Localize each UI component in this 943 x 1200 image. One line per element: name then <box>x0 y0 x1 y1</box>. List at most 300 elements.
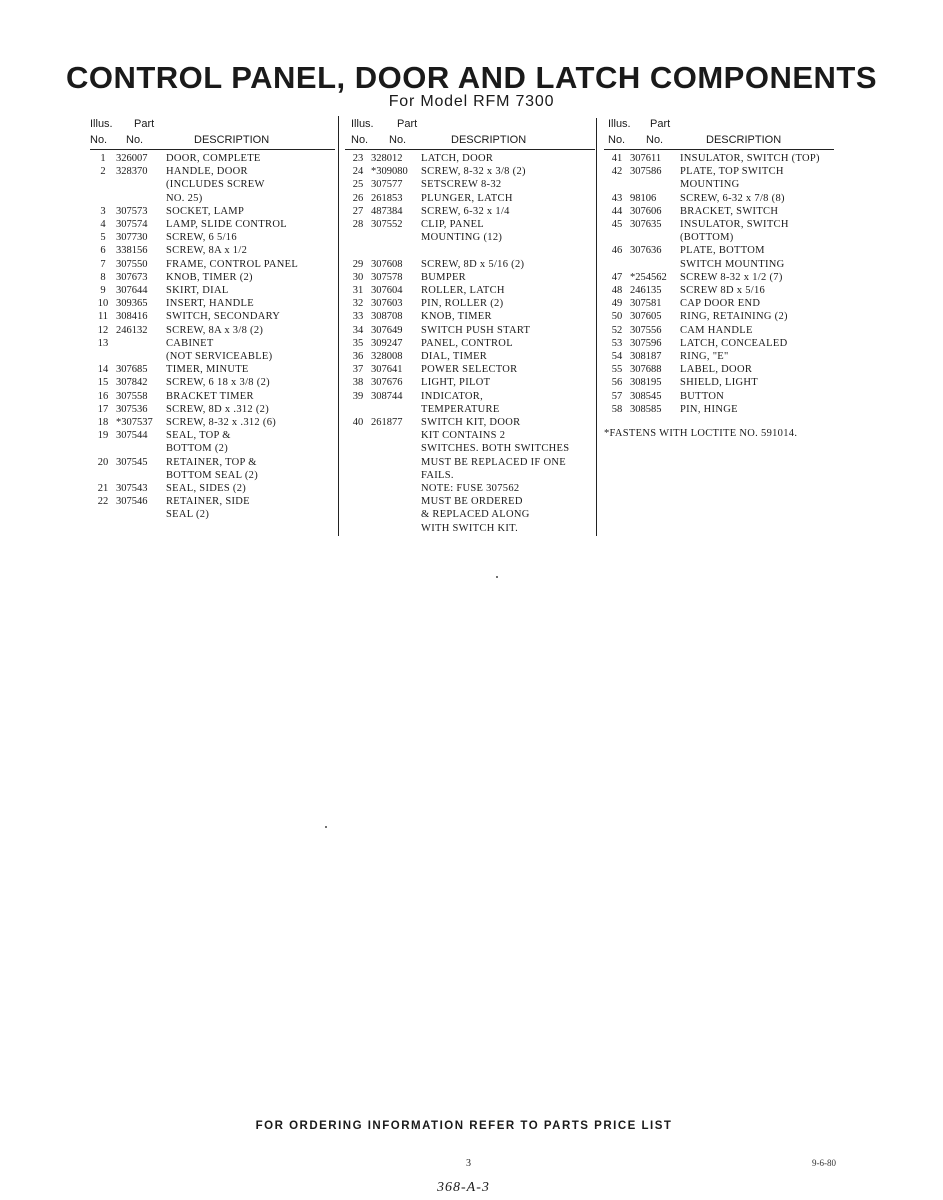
part-description: PLATE, TOP SWITCH <box>680 166 784 178</box>
illus-number: 21 <box>97 483 109 495</box>
illus-number <box>604 178 630 191</box>
part-number: 308187 <box>630 351 662 363</box>
part-row <box>604 390 834 403</box>
part-row <box>345 363 595 376</box>
illus-number: 39 <box>352 390 364 402</box>
part-description: SKIRT, DIAL <box>166 285 229 297</box>
illus-number: 56 <box>611 377 623 389</box>
part-row <box>90 403 335 416</box>
part-description: WITH SWITCH KIT. <box>421 522 519 534</box>
model-subtitle: For Model RFM 7300 <box>388 93 555 110</box>
part-row <box>90 442 335 455</box>
part-description: PLUNGER, LATCH <box>421 192 513 204</box>
part-row <box>604 284 834 297</box>
part-row <box>90 429 335 442</box>
part-row <box>604 258 834 271</box>
part-number: 307730 <box>116 232 148 244</box>
part-number: 307604 <box>371 285 403 297</box>
illus-number: 54 <box>611 351 623 363</box>
part-number: 307641 <box>371 364 403 376</box>
part-description: (BOTTOM) <box>680 232 734 244</box>
illus-number: 43 <box>611 192 623 204</box>
part-number: 307552 <box>371 219 403 231</box>
part-description: SWITCH MOUNTING <box>680 258 785 270</box>
part-description: TEMPERATURE <box>421 403 500 415</box>
part-number <box>371 429 421 442</box>
part-row <box>604 297 834 310</box>
part-row <box>90 495 335 508</box>
part-number: 307545 <box>116 456 148 468</box>
part-description: BOTTOM SEAL (2) <box>166 469 258 481</box>
part-number: 308195 <box>630 377 662 389</box>
part-row <box>604 152 834 165</box>
part-number <box>630 231 680 244</box>
illus-number: 19 <box>97 430 109 442</box>
header-rule <box>345 149 595 150</box>
part-number <box>371 508 421 521</box>
part-row <box>604 192 834 205</box>
loctite-footnote: *FASTENS WITH LOCTITE NO. 591014. <box>604 428 798 440</box>
part-description: MUST BE REPLACED IF ONE <box>421 456 566 468</box>
part-description: PLATE, BOTTOM <box>680 245 765 257</box>
part-number <box>116 442 166 455</box>
part-row <box>90 271 335 284</box>
illus-label: Illus. <box>90 118 113 130</box>
part-row <box>90 244 335 257</box>
illus-no-label: No. <box>90 134 108 146</box>
part-label: Part <box>650 118 671 130</box>
part-description: ROLLER, LATCH <box>421 285 505 297</box>
part-description: SCREW, 6-32 x 7/8 (8) <box>680 192 785 204</box>
part-number: 308708 <box>371 311 403 323</box>
part-row <box>90 390 335 403</box>
illus-number: 7 <box>100 258 106 270</box>
parts-list <box>604 152 834 416</box>
part-description: SEAL, TOP & <box>166 430 231 442</box>
part-row <box>345 310 595 323</box>
illus-number: 49 <box>611 298 623 310</box>
part-no-label: No. <box>126 134 144 146</box>
part-number: 307550 <box>116 258 148 270</box>
part-row <box>90 416 335 429</box>
parts-column-1 <box>90 118 335 522</box>
part-number <box>116 337 166 350</box>
part-description: FRAME, CONTROL PANEL <box>166 258 299 270</box>
description-label: DESCRIPTION <box>706 134 782 146</box>
part-number: 328370 <box>116 166 148 178</box>
scan-speck <box>325 826 327 828</box>
part-description: FAILS. <box>421 469 454 481</box>
illus-number: 13 <box>97 337 109 349</box>
illus-number: 44 <box>611 205 623 217</box>
part-description: LAMP, SLIDE CONTROL <box>166 219 287 231</box>
part-row <box>345 324 595 337</box>
illus-number: 55 <box>611 364 623 376</box>
illus-number: 11 <box>97 311 109 323</box>
part-number: 307636 <box>630 245 662 257</box>
part-row <box>90 376 335 389</box>
part-row <box>345 403 595 416</box>
illus-number <box>604 258 630 271</box>
part-description: NO. 25) <box>166 192 203 204</box>
part-row <box>90 284 335 297</box>
part-description: (INCLUDES SCREW <box>166 179 265 191</box>
part-number: 308744 <box>371 390 403 402</box>
part-row <box>345 284 595 297</box>
illus-number: 8 <box>100 271 106 283</box>
part-number <box>371 495 421 508</box>
part-description: SWITCH, SECONDARY <box>166 311 281 323</box>
part-row <box>604 337 834 350</box>
part-description: SWITCHES. BOTH SWITCHES <box>421 443 570 455</box>
part-description: NOTE: FUSE 307562 <box>421 483 520 495</box>
part-row <box>90 324 335 337</box>
part-number: 307578 <box>371 271 403 283</box>
part-number <box>371 403 421 416</box>
part-description: LATCH, CONCEALED <box>680 337 788 349</box>
illus-number: 28 <box>352 219 364 231</box>
illus-number: 40 <box>352 417 364 429</box>
part-row <box>604 205 834 218</box>
illus-number <box>345 429 371 442</box>
part-description: MOUNTING (12) <box>421 232 503 244</box>
part-row <box>90 350 335 363</box>
part-description: SHIELD, LIGHT <box>680 377 758 389</box>
illus-number: 57 <box>611 390 623 402</box>
illus-number: 37 <box>352 364 364 376</box>
part-description: & REPLACED ALONG <box>421 509 530 521</box>
illus-label: Illus. <box>351 118 374 130</box>
part-row <box>345 522 595 535</box>
part-row <box>345 482 595 495</box>
column-header <box>604 118 834 152</box>
part-number: 307611 <box>630 153 662 164</box>
part-row <box>345 297 595 310</box>
column-header <box>345 118 595 152</box>
part-number <box>371 456 421 469</box>
illus-number <box>345 522 371 535</box>
part-description: LIGHT, PILOT <box>421 377 491 389</box>
part-row <box>604 376 834 389</box>
description-label: DESCRIPTION <box>451 134 527 146</box>
part-description: BOTTOM (2) <box>166 443 229 455</box>
page-title: CONTROL PANEL, DOOR AND LATCH COMPONENTS <box>65 60 878 95</box>
part-row <box>345 205 595 218</box>
part-number: 307543 <box>116 483 148 495</box>
part-row <box>345 429 595 442</box>
illus-number: 33 <box>352 311 364 323</box>
part-number <box>116 508 166 521</box>
part-number <box>116 350 166 363</box>
part-number: 307649 <box>371 324 403 336</box>
part-description: SCREW 8D x 5/16 <box>680 285 766 297</box>
illus-number: 2 <box>100 166 106 178</box>
part-number: 307673 <box>116 271 148 283</box>
part-row <box>345 442 595 455</box>
part-description: CLIP, PANEL <box>421 219 485 231</box>
part-row <box>604 350 834 363</box>
part-number: 338156 <box>116 245 148 257</box>
part-number: 307573 <box>116 205 148 217</box>
ordering-info: FOR ORDERING INFORMATION REFER TO PARTS PRICE LIST <box>255 1120 673 1132</box>
part-number: 308585 <box>630 403 662 415</box>
part-row <box>90 482 335 495</box>
illus-number <box>345 442 371 455</box>
part-description: RING, "E" <box>680 351 729 363</box>
part-number: 307586 <box>630 166 662 178</box>
part-description: INSERT, HANDLE <box>166 298 254 310</box>
part-description: CABINET <box>166 337 214 349</box>
part-number: 307605 <box>630 311 662 323</box>
part-description: SEAL (2) <box>166 509 210 521</box>
part-row <box>604 363 834 376</box>
part-number: 307581 <box>630 298 662 310</box>
part-description: RETAINER, TOP & <box>166 456 257 468</box>
illus-number <box>345 469 371 482</box>
part-number: 487384 <box>371 205 403 217</box>
illus-number: 14 <box>97 364 109 376</box>
part-description: BUMPER <box>421 271 466 283</box>
part-no-label: No. <box>389 134 407 146</box>
illus-number: 27 <box>352 205 364 217</box>
part-description: KIT CONTAINS 2 <box>421 430 506 442</box>
part-number: 307544 <box>116 430 148 442</box>
illus-number <box>90 442 116 455</box>
illus-number: 50 <box>611 311 623 323</box>
part-number: 307596 <box>630 337 662 349</box>
illus-number: 41 <box>611 153 623 164</box>
description-label: DESCRIPTION <box>194 134 270 146</box>
part-number: 328012 <box>371 153 403 164</box>
part-row <box>345 258 595 271</box>
part-number <box>371 231 421 244</box>
part-row <box>345 416 595 429</box>
part-row <box>90 258 335 271</box>
part-description: SCREW, 8D x .312 (2) <box>166 403 270 415</box>
part-row <box>90 205 335 218</box>
illus-number <box>345 508 371 521</box>
part-number <box>116 469 166 482</box>
part-row <box>345 192 595 205</box>
illus-no-label: No. <box>608 134 626 146</box>
part-description: SEAL, SIDES (2) <box>166 483 247 495</box>
part-row <box>90 231 335 244</box>
part-number: 307608 <box>371 258 403 270</box>
part-description: LABEL, DOOR <box>680 364 753 376</box>
part-number <box>116 192 166 205</box>
part-description: BRACKET, SWITCH <box>680 205 779 217</box>
part-label: Part <box>397 118 418 130</box>
part-description: TIMER, MINUTE <box>166 364 249 376</box>
row-spacer <box>345 244 595 257</box>
illus-number: 47 <box>611 271 623 283</box>
part-row <box>604 165 834 178</box>
illus-number: 48 <box>611 285 623 297</box>
part-description: SWITCH KIT, DOOR <box>421 417 521 429</box>
part-description: PANEL, CONTROL <box>421 337 513 349</box>
part-row <box>90 469 335 482</box>
part-row <box>604 310 834 323</box>
document-code: 9-6-80 <box>812 1158 836 1168</box>
part-row <box>345 350 595 363</box>
part-number: 309365 <box>116 298 148 310</box>
part-row <box>345 456 595 469</box>
illus-number: 15 <box>97 377 109 389</box>
illus-label: Illus. <box>608 118 631 130</box>
part-number: 98106 <box>630 192 657 204</box>
illus-number <box>345 403 371 416</box>
part-number: 261853 <box>371 192 403 204</box>
part-number: 307644 <box>116 285 148 297</box>
part-description: SCREW, 6 18 x 3/8 (2) <box>166 377 270 389</box>
parts-list <box>345 152 595 535</box>
part-row <box>90 152 335 165</box>
part-row <box>345 271 595 284</box>
illus-number: 17 <box>97 403 109 415</box>
illus-number: 32 <box>352 298 364 310</box>
part-no-label: No. <box>646 134 664 146</box>
part-number: 246135 <box>630 285 662 297</box>
part-row <box>604 244 834 257</box>
illus-number: 9 <box>100 285 106 297</box>
part-description: INSULATOR, SWITCH <box>680 219 789 231</box>
illus-number: 16 <box>97 390 109 402</box>
illus-number: 23 <box>352 153 364 164</box>
header-rule <box>90 149 335 150</box>
part-description: SCREW, 6 5/16 <box>166 232 237 244</box>
part-number: 261877 <box>371 417 403 429</box>
header-rule <box>604 149 834 150</box>
part-description: KNOB, TIMER <box>421 311 492 323</box>
illus-number: 4 <box>100 219 106 231</box>
part-description: SCREW, 8-32 x .312 (6) <box>166 417 277 429</box>
illus-number: 25 <box>352 179 364 191</box>
illus-number: 35 <box>352 337 364 349</box>
part-number: 307688 <box>630 364 662 376</box>
illus-number: 30 <box>352 271 364 283</box>
part-description: (NOT SERVICEABLE) <box>166 351 273 363</box>
part-description: PIN, ROLLER (2) <box>421 298 504 310</box>
parts-column-2 <box>345 118 595 535</box>
illus-number: 58 <box>611 403 623 415</box>
part-description: SOCKET, LAMP <box>166 205 245 217</box>
part-number: 307603 <box>371 298 403 310</box>
part-number: 307676 <box>371 377 403 389</box>
part-number <box>371 482 421 495</box>
illus-number <box>90 350 116 363</box>
part-description: SCREW, 8A x 3/8 (2) <box>166 324 264 336</box>
part-description: LATCH, DOOR <box>421 153 494 164</box>
part-number: 307558 <box>116 390 148 402</box>
part-number: 326007 <box>116 153 148 164</box>
illus-number: 52 <box>611 324 623 336</box>
part-row <box>604 324 834 337</box>
part-description: CAM HANDLE <box>680 324 753 336</box>
part-number: 307556 <box>630 324 662 336</box>
part-description: SCREW, 6-32 x 1/4 <box>421 205 510 217</box>
part-description: CAP DOOR END <box>680 298 761 310</box>
part-row <box>345 218 595 231</box>
illus-number: 3 <box>100 205 106 217</box>
part-row <box>345 152 595 165</box>
part-number: *254562 <box>630 271 667 283</box>
illus-number: 5 <box>100 232 106 244</box>
part-number: 307546 <box>116 496 148 508</box>
illus-number: 1 <box>100 153 106 164</box>
illus-number: 18 <box>97 417 109 429</box>
illus-number: 46 <box>611 245 623 257</box>
illus-number <box>90 178 116 191</box>
part-row <box>90 363 335 376</box>
illus-number <box>90 469 116 482</box>
page-number: 3 <box>466 1158 471 1169</box>
part-number: 307574 <box>116 219 148 231</box>
part-row <box>90 508 335 521</box>
part-number: 246132 <box>116 324 148 336</box>
illus-number: 53 <box>611 337 623 349</box>
part-description: MUST BE ORDERED <box>421 496 523 508</box>
column-divider <box>596 118 597 536</box>
illus-number <box>345 231 371 244</box>
part-description: DIAL, TIMER <box>421 351 488 363</box>
illus-no-label: No. <box>351 134 369 146</box>
column-divider <box>338 116 339 536</box>
part-row <box>90 178 335 191</box>
part-number: 308416 <box>116 311 148 323</box>
part-row <box>345 337 595 350</box>
illus-number: 12 <box>97 324 109 336</box>
illus-number <box>604 231 630 244</box>
illus-number: 6 <box>100 245 106 257</box>
part-description: INDICATOR, <box>421 390 484 402</box>
part-number <box>116 178 166 191</box>
part-description: SCREW, 8D x 5/16 (2) <box>421 258 525 270</box>
part-description: BRACKET TIMER <box>166 390 254 402</box>
illus-number <box>345 482 371 495</box>
part-row <box>345 495 595 508</box>
part-row <box>604 218 834 231</box>
part-number <box>630 178 680 191</box>
part-row <box>90 310 335 323</box>
illus-number: 26 <box>352 192 364 204</box>
part-row <box>604 271 834 284</box>
illus-number: 22 <box>97 496 109 508</box>
illus-number: 31 <box>352 285 364 297</box>
part-number: 307635 <box>630 219 662 231</box>
illus-number: 42 <box>611 166 623 178</box>
part-number <box>630 258 680 271</box>
parts-column-3 <box>604 118 834 439</box>
part-description: SETSCREW 8-32 <box>421 179 502 191</box>
illus-number <box>345 495 371 508</box>
illus-number: 34 <box>352 324 364 336</box>
part-description: SWITCH PUSH START <box>421 324 531 336</box>
part-row <box>345 469 595 482</box>
illus-number <box>345 456 371 469</box>
part-description: SCREW, 8A x 1/2 <box>166 245 248 257</box>
part-number <box>371 442 421 455</box>
part-number <box>371 522 421 535</box>
part-description: HANDLE, DOOR <box>166 166 248 178</box>
part-description: MOUNTING <box>680 179 740 191</box>
illus-number: 29 <box>352 258 364 270</box>
part-row <box>90 456 335 469</box>
part-description: DOOR, COMPLETE <box>166 153 261 164</box>
part-row <box>90 165 335 178</box>
illus-number: 10 <box>97 298 109 310</box>
part-row <box>604 403 834 416</box>
part-number <box>371 469 421 482</box>
